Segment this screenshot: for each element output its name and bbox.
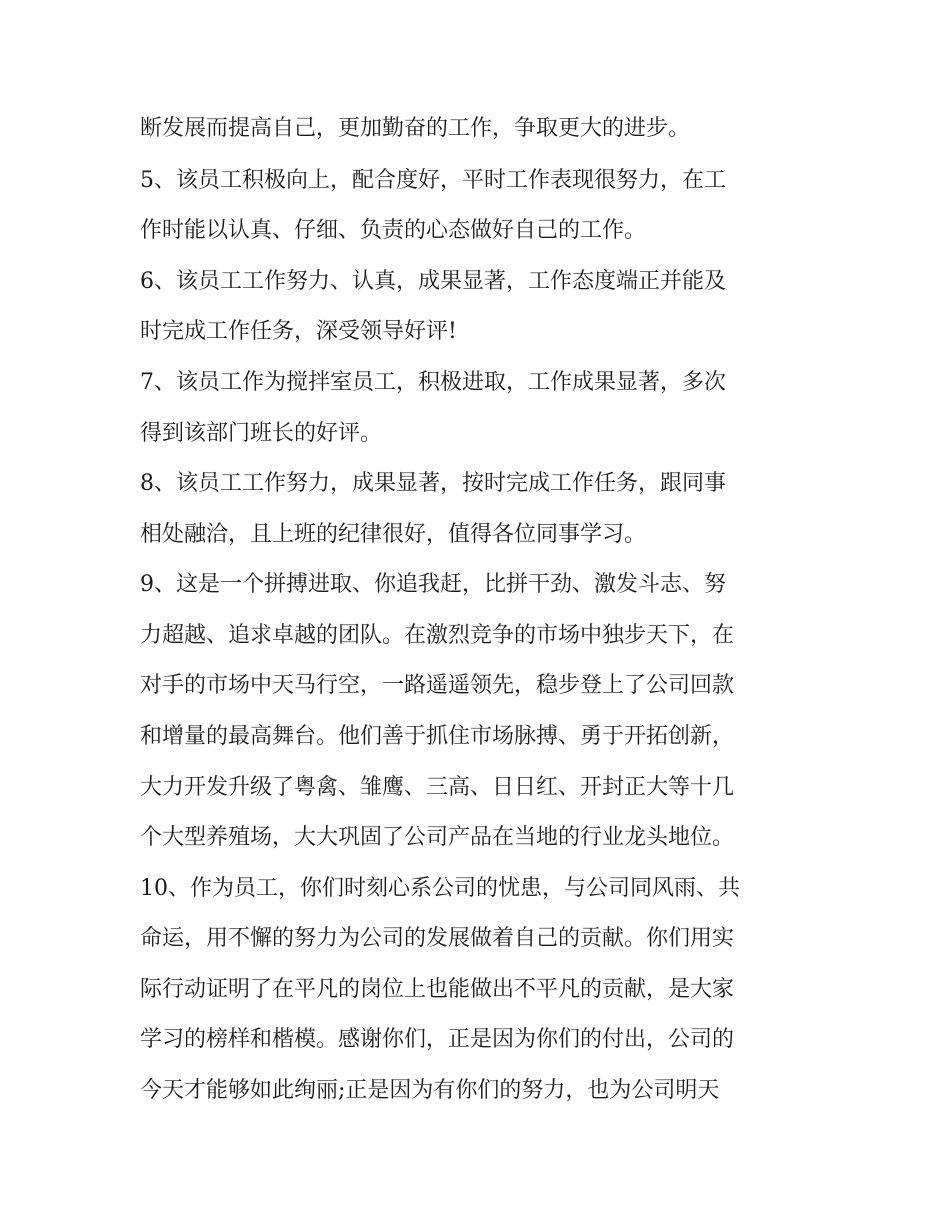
text-line: 7、该员工作为搅拌室员工，积极进取，工作成果显著，多次	[140, 370, 726, 395]
text-line: 今天才能够如此绚丽;正是因为有你们的努力，也为公司明天	[140, 1078, 720, 1103]
text-line: 命运，用不懈的努力为公司的发展做着自己的贡献。你们用实	[140, 926, 735, 951]
text-line: 时完成工作任务，深受领导好评!	[140, 319, 457, 344]
text-line: 9、这是一个拼搏进取、你追我赶，比拼干劲、激发斗志、努	[140, 572, 726, 597]
text-line: 8、该员工工作努力，成果显著，按时完成工作任务，跟同事	[140, 471, 726, 496]
text-line: 力超越、追求卓越的团队。在激烈竞争的市场中独步天下，在	[140, 623, 735, 648]
text-line: 个大型养殖场，大大巩固了公司产品在当地的行业龙头地位。	[140, 825, 735, 850]
text-line: 得到该部门班长的好评。	[140, 421, 383, 446]
text-line: 作时能以认真、仔细、负责的心态做好自己的工作。	[140, 218, 647, 243]
text-line: 际行动证明了在平凡的岗位上也能做出不平凡的贡献，是大家	[140, 977, 735, 1002]
text-line: 对手的市场中天马行空，一路遥遥领先，稳步登上了公司回款	[140, 673, 735, 698]
text-line: 相处融洽，且上班的纪律很好，值得各位同事学习。	[140, 522, 647, 547]
text-line: 5、该员工积极向上，配合度好，平时工作表现很努力，在工	[140, 168, 726, 193]
text-line: 6、该员工工作努力、认真，成果显著，工作态度端正并能及	[140, 269, 726, 294]
text-line: 大力开发升级了粤禽、雏鹰、三高、日日红、开封正大等十几	[140, 775, 735, 800]
text-line: 和增量的最高舞台。他们善于抓住市场脉搏、勇于开拓创新，	[140, 724, 735, 749]
text-line: 断发展而提高自己，更加勤奋的工作，争取更大的进步。	[140, 116, 691, 141]
text-line: 10、作为员工，你们时刻心系公司的忧患，与公司同风雨、共	[140, 876, 740, 901]
text-line: 学习的榜样和楷模。感谢你们，正是因为你们的付出，公司的	[140, 1027, 735, 1052]
